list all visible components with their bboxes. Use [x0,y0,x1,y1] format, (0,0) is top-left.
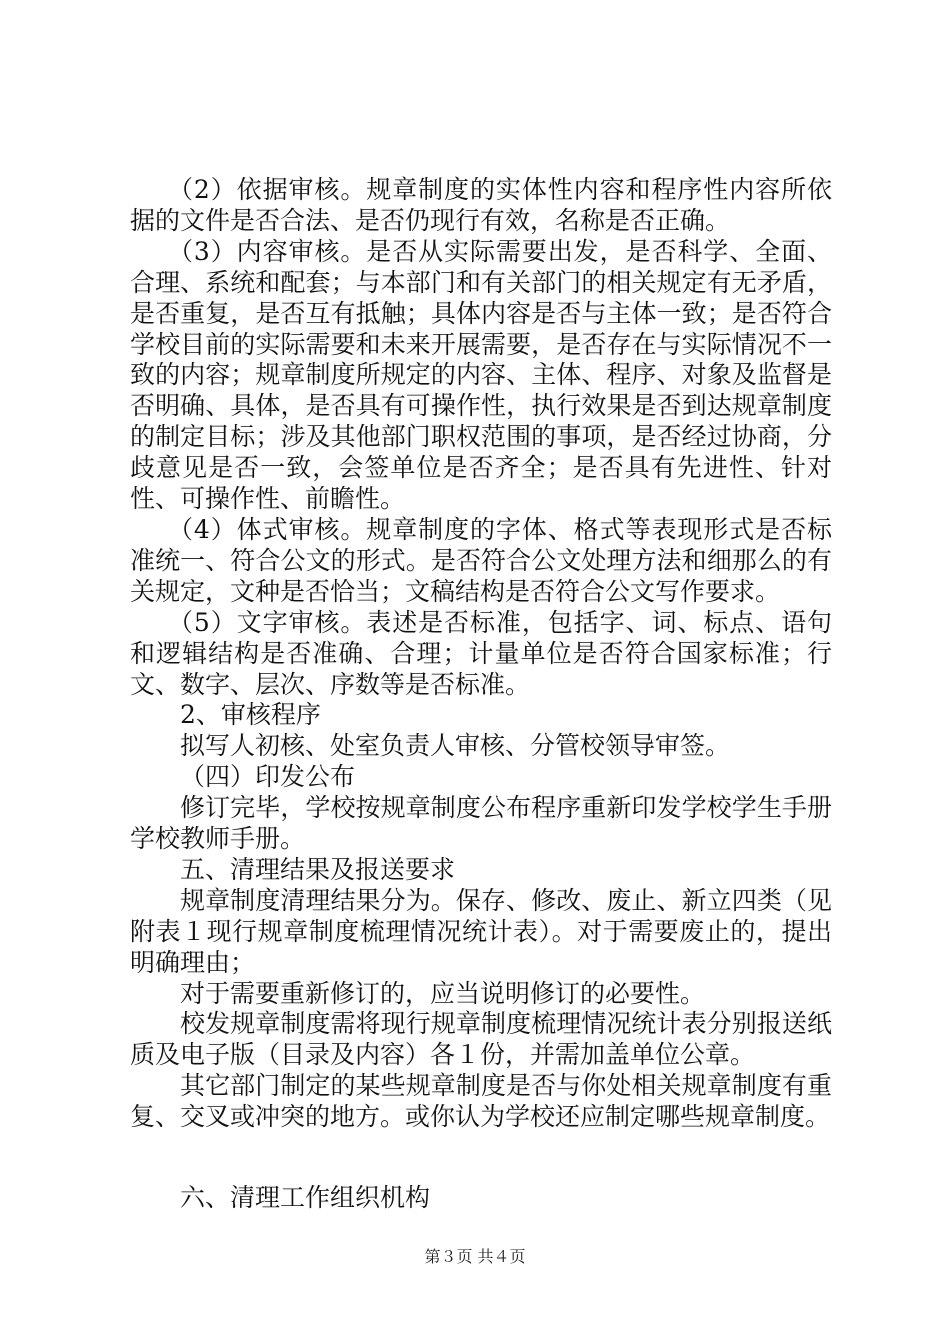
paragraph-format-review: （4）体式审核。规章制度的字体、格式等表现形式是否标准统一、符合公文的形式。是否符合公文处理方法和细那么的有关规定，文种是否恰当；文稿结构是否符合公文写作要求。 [130,514,832,606]
heading-results: 五、清理结果及报送要求 [180,854,456,884]
paragraph-basis-review: （2）依据审核。规章制度的实体性内容和程序性内容所依据的文件是否合法、是否仍现行有效，名称是否正确。 [130,175,832,235]
paragraph-review-procedure: 拟写人初核、处室负责人审核、分管校领导审签。 [180,731,731,761]
paragraph-other-departments: 其它部门制定的某些规章制度是否与你处相关规章制度有重复、交叉或冲突的地方。或你认为学校还应制定哪些规章制度。 [130,1071,832,1132]
document-body [130,175,832,1214]
paragraph-text-review: （5）文字审核。表述是否标准，包括字、词、标点、语句和逻辑结构是否准确、合理；计量单位是否符合国家标准；行文、数字、层次、序数等是否标准。 [130,607,832,699]
paragraph-publish: 修订完毕，学校按规章制度公布程序重新印发学校学生手册学校教师手册。 [130,793,832,854]
page-footer: 第３页 共４页 [424,1247,526,1266]
paragraph-content-review: （3）内容审核。是否从实际需要出发，是否科学、全面、合理、系统和配套；与本部门和有关部门的相关规定有无矛盾，是否重复，是否互有抵触；具体内容是否与主体一致；是否符合学校目前的实际需要和未来开展需要，是否存在与实际情况不一致的内容；规章制度所规定的内容、主体、程序、对象及监督是否明确、具体，是否具有可操作性，执行效果是否到达规章制度的制定目标；涉及其他部门职权范围的事项，是否经过协商，分歧意见是否一致，会签单位是否齐全；是否具有先进性、针对性、可操作性、前瞻性。 [130,236,832,514]
paragraph-revision: 对于需要重新修订的，应当说明修订的必要性。 [180,978,706,1008]
paragraph-results: 规章制度清理结果分为。保存、修改、废止、新立四类（见附表１现行规章制度梳理情况统计表）。对于需要废止的，提出明确理由； [130,885,832,977]
paragraph-submission: 校发规章制度需将现行规章制度梳理情况统计表分别报送纸质及电子版（目录及内容）各１份，并需加盖单位公章。 [130,1009,832,1070]
heading-review-procedure: 2、审核程序 [180,700,321,730]
heading-publish: （四）印发公布 [180,762,356,792]
heading-organization: 六、清理工作组织机构 [180,1183,431,1213]
